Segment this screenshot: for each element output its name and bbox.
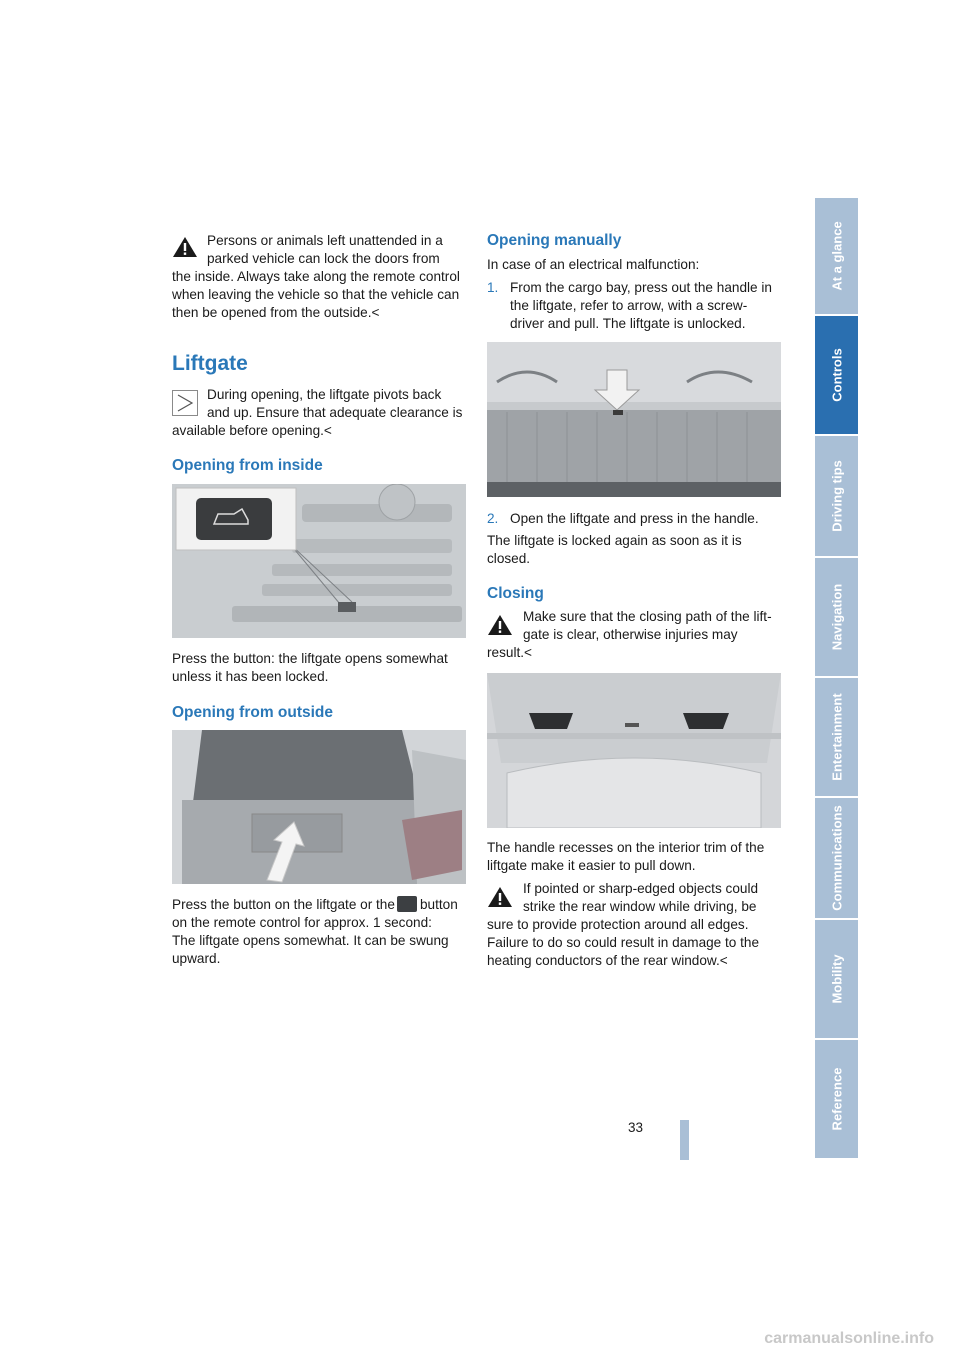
warning-icon <box>172 236 198 258</box>
subsection-title-manual: Opening manually <box>487 232 622 249</box>
step-1-number: 1. <box>487 280 499 295</box>
step-2-number: 2. <box>487 511 499 526</box>
photo-interior-handles <box>487 673 781 828</box>
warning-icon <box>487 614 513 636</box>
subsection-title-closing: Closing <box>487 585 544 602</box>
note-icon <box>172 390 198 416</box>
tab-entertainment[interactable]: Entertainment <box>815 678 858 798</box>
warning-icon <box>487 886 513 908</box>
photo-cargo-handle <box>487 342 781 497</box>
subsection-title-inside: Opening from inside <box>172 457 323 474</box>
footer <box>0 1318 960 1358</box>
tab-communications[interactable]: Communications <box>815 798 858 920</box>
tab-navigation[interactable]: Navigation <box>815 558 858 678</box>
photo-liftgate-exterior <box>172 730 466 884</box>
photo-dashboard-button <box>172 484 466 638</box>
tab-mobility[interactable]: Mobility <box>815 920 858 1040</box>
page-marker <box>680 1120 689 1160</box>
tab-controls[interactable]: Controls <box>815 316 858 436</box>
page-number: 33 <box>628 1120 644 1135</box>
manual-intro: In case of an electrical malfunction: <box>487 257 700 272</box>
subsection-title-outside: Opening from outside <box>172 704 334 721</box>
tab-reference[interactable]: Reference <box>815 1040 858 1160</box>
step-2: Open the liftgate and press in the handle. <box>510 511 759 526</box>
tab-at-a-glance[interactable]: At a glance <box>815 198 858 316</box>
tab-driving-tips[interactable]: Driving tips <box>815 436 858 558</box>
chapter-sidebar <box>815 198 858 1160</box>
section-title-liftgate: Liftgate <box>172 352 248 375</box>
liftgate-remote-icon <box>397 896 417 912</box>
footer-watermark: carmanualsonline.info <box>764 1330 934 1347</box>
